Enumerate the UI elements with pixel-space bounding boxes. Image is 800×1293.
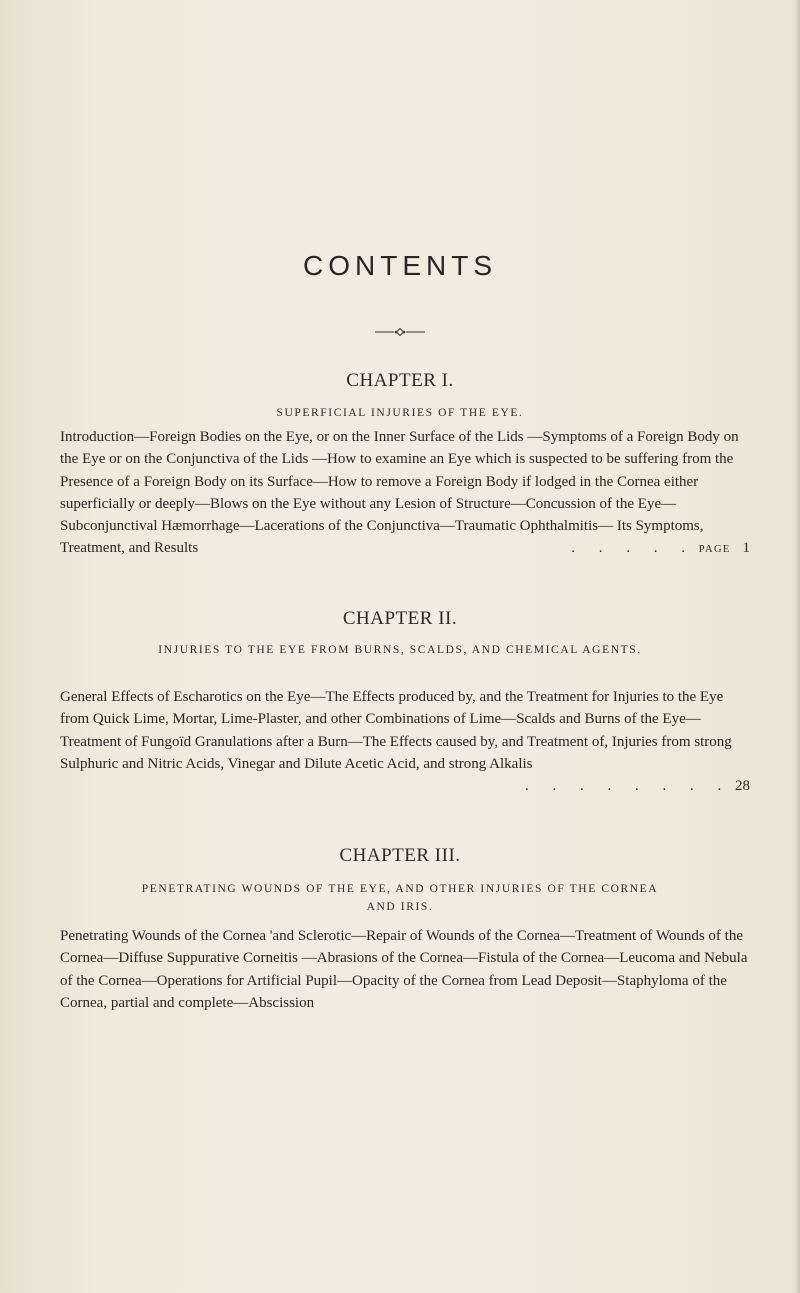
chapter-1-leader-dots: . . . . . xyxy=(571,540,695,557)
chapter-3-subtitle: PENETRATING WOUNDS OF THE EYE, AND OTHER INJURIES OF THE CORNEA AND IRIS. xyxy=(141,883,659,913)
chapter-1-page-label: PAGE xyxy=(698,544,731,556)
chapter-1-page-number: 1 xyxy=(742,540,750,557)
chapter-1-text: Introduction—Foreign Bodies on the Eye, or on the Inner Surface of the Lids —Symptoms of a Foreign Body on the Eye or on the Conjunctiva of the Lids —How to examine an Eye which is suspected to be suffering from the Presence of a Foreign Body on its Surface—How to remove a Foreign Body if lodged in the Cornea either superficially or deeply—Blows on the Eye without any Lesion of Structure—Concussion of the Eye—Subconjunctival Hæmorrhage—Lacerations of the Conjunctiva—Traumatic Ophthalmitis— Its Symptoms, Treatment, and Results xyxy=(60,429,739,557)
chapter-2-page-number: 28 xyxy=(735,778,750,795)
title-ornament xyxy=(375,328,425,336)
contents-title: CONTENTS xyxy=(303,250,497,281)
chapter-3-heading: CHAPTER III. xyxy=(339,845,461,866)
chapter-1-subtitle: SUPERFICIAL INJURIES OF THE EYE. xyxy=(276,407,524,419)
chapter-3-text: Penetrating Wounds of the Cornea 'and Sclerotic—Repair of Wounds of the Cornea—Treatment of Wounds of the Cornea—Diffuse Suppurative Corneitis —Abrasions of the Cornea—Fistula of the Cornea—Leucoma and Nebula of the Cornea—Operations for Artificial Pupil—Opacity of the Cornea from Lead Deposit—Staphyloma of the Cornea, partial and complete—Abscission xyxy=(60,928,748,1011)
chapter-2-page-ref xyxy=(525,775,750,797)
chapter-1-description xyxy=(60,426,750,562)
chapter-2-heading: CHAPTER II. xyxy=(342,608,458,629)
chapter-3-description xyxy=(60,925,750,1014)
chapter-2-subtitle: INJURIES TO THE EYE FROM BURNS, SCALDS, AND CHEMICAL AGENTS. xyxy=(158,644,642,656)
chapter-1-heading: CHAPTER I. xyxy=(346,370,454,391)
chapter-2-description xyxy=(60,686,750,797)
chapter-1-page-ref xyxy=(571,537,750,561)
chapter-2-leader-dots: . . . . . . . . xyxy=(525,778,732,795)
chapter-2-text: General Effects of Escharotics on the Eye—The Effects produced by, and the Treatment for Injuries to the Eye from Quick Lime, Mortar, Lime-Plaster, and other Combinations of Lime—Scalds and Burns of the Eye—Treatment of Fungoïd Granulations after a Burn—The Effects caused by, and Treatment of, Injuries from strong Sulphuric and Nitric Acids, Vinegar and Dilute Acetic Acid, and strong Alkalis xyxy=(60,689,732,772)
page-edge-shadow xyxy=(794,0,800,1293)
